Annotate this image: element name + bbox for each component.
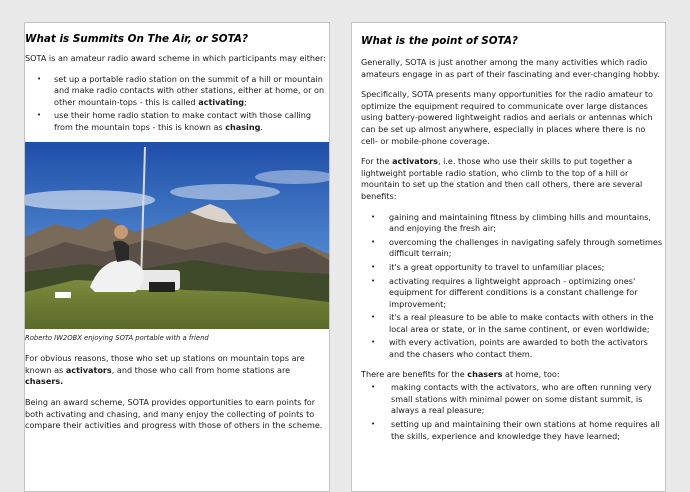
term-activating: activating [198,96,245,107]
bullet-icon: • [37,111,42,120]
photo-caption: Roberto IW2OBX enjoying SOTA portable with a friend [25,333,209,342]
term-activators: activators [392,156,438,167]
activator-benefits-list [361,212,663,361]
right-heading: What is the point of SOTA? [361,35,518,47]
para-text: For the [361,156,393,167]
right-page-content [352,23,665,450]
bullet-icon: • [371,420,376,429]
participation-list [25,74,327,134]
list-item [25,110,327,133]
bullet-icon: • [371,383,376,392]
bullet-icon: • [371,313,376,322]
left-para-award: Being an award scheme, SOTA provides opportunities to earn points for both activating and chasing, and many enjoy the collecting of points to compare their activities and progress with those of others in the scheme. [25,396,323,431]
right-para-activators [361,156,663,202]
left-para-roles [25,353,327,388]
bullet-icon: • [371,212,376,221]
bullet-icon: • [37,74,42,83]
list-item-text: it's a real pleasure to be able to make contacts with others in the local area or state, or in the same continent, or even worldwide; [389,312,654,334]
list-item-text: use their home radio station to make contact with those calling from the mountain tops - this is known as [54,110,312,132]
bullet-icon: • [371,262,376,271]
bullet-icon: • [371,338,376,347]
list-item [361,237,663,260]
bullet-icon: • [371,237,376,246]
list-item [361,276,663,311]
list-item-text: set up a portable radio station on the summit of a hill or mountain and make radio contacts with other stations, either at home, or on other mountain-tops - this is called [54,73,325,107]
para-text: , i.e. those who use their skills to put together a lightweight portable radio station, who climb to the top of a hill or mountain to set up the station and then call others, there are several benefits: [361,156,643,201]
left-intro: SOTA is an amateur radio award scheme in which participants may either: [25,53,326,63]
list-item-text: activating requires a lightweight approach - optimizing ones' equipment for different conditions is a constant challenge for improvement; [389,275,638,309]
term-activators: activators [65,364,112,375]
photo-illustration [25,142,329,329]
right-page [351,22,666,492]
right-para-chasers [361,369,663,381]
list-item-text-end: . [260,121,263,132]
para-text: , and those who call from home stations are [111,364,291,375]
term-chasers: chasers. [25,376,64,387]
term-chasing: chasing [225,121,261,132]
list-item [361,312,663,335]
bullet-icon: • [371,276,376,285]
term-chasers: chasers [467,368,503,379]
list-item-text-end: ; [244,96,247,107]
left-page [24,22,330,492]
para-text: There are benefits for the [361,368,468,379]
right-para-specifically: Specifically, SOTA presents many opportunities for the radio amateur to optimize the equipment required to communicate over large distances using battery-powered lightweight radios and aerials or antennas which can be set up almost anywhere, especially in places where there is no cell- or mobile-phone coverage. [361,89,653,146]
left-heading: What is Summits On The Air, or SOTA? [25,33,248,45]
chaser-benefits-list [361,382,663,442]
mountain-photo [25,142,329,329]
list-item [25,74,327,109]
list-item-text: overcoming the challenges in navigating safely through sometimes difficult terrain; [389,236,663,259]
list-item-text: it's a great opportunity to travel to unfamiliar places; [389,261,605,272]
list-item-text: setting up and maintaining their own stations at home requires all the skills, experience and knowledge they have learned; [391,419,660,441]
list-item-text: with every activation, points are awarded to both the activators and the chasers who contact them. [389,337,648,360]
list-item [361,262,663,274]
para-text: For obvious reasons, those who set up stations on mountain tops are known as [25,353,305,375]
list-item-text: making contacts with the activators, who are often running very small stations with minimal power on some distant summit, is always a real pleasure; [391,382,652,416]
list-item-text: gaining and maintaining fitness by climbing hills and mountains, and enjoying the fresh air; [389,211,651,234]
left-page-content [25,23,329,441]
list-item [361,337,663,360]
para-text: at home, too: [502,368,560,379]
list-item [361,212,663,235]
list-item [361,419,663,442]
right-para-generally: Generally, SOTA is just another among the many activities which radio amateurs engage in as part of their fascinating and ever-changing hobby. [361,57,660,79]
list-item [361,382,663,417]
